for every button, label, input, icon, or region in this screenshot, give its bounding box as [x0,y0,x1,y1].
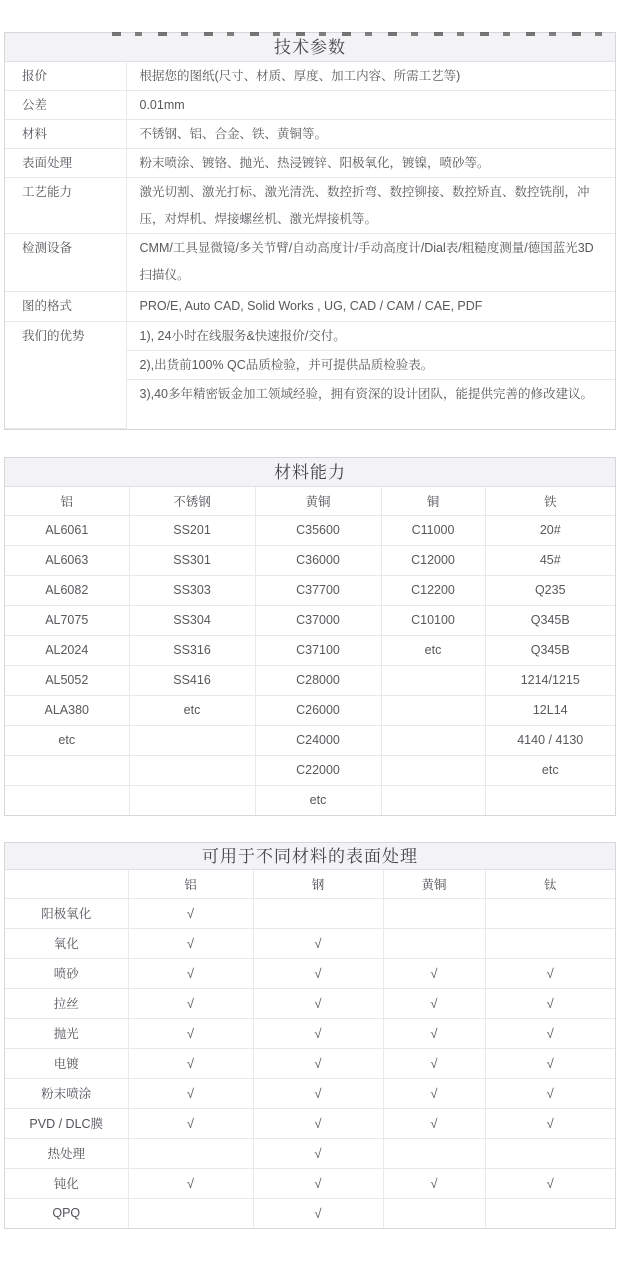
header-cell: 铝 [5,487,129,515]
check-cell: √ [128,958,253,988]
header-row [5,487,615,515]
check-cell: √ [485,1018,615,1048]
material-cell [381,725,485,755]
table-row [5,149,615,178]
check-cell [383,898,485,928]
header-cell [5,870,128,898]
advantage-item: 3),40多年精密钣金加工领域经验，拥有资深的设计团队，能提供完善的修改建议。 [126,380,615,429]
material-cell: C37100 [255,635,381,665]
table-row [5,928,615,958]
check-cell: √ [485,988,615,1018]
treatment-label: 阳极氧化 [5,898,128,928]
material-cell: AL2024 [5,635,129,665]
param-value: 粉末喷涂、镀铬、抛光、热浸镀锌、阳极氧化，镀镍，喷砂等。 [126,149,615,178]
check-cell: √ [485,1108,615,1138]
advantage-item: 2),出货前100% QC品质检验，并可提供品质检验表。 [126,351,615,380]
param-value: 根据您的图纸(尺寸、材质、厚度、加工内容、所需工艺等) [126,62,615,91]
header-row [5,870,615,898]
material-cell: ALA380 [5,695,129,725]
treatment-label: 电镀 [5,1048,128,1078]
check-cell [253,898,383,928]
param-label: 检测设备 [5,234,126,292]
material-cell: C12200 [381,575,485,605]
check-cell [128,1198,253,1228]
material-cell: C26000 [255,695,381,725]
table-row [5,545,615,575]
material-cell: AL6082 [5,575,129,605]
table-row [5,1078,615,1108]
material-cell: 1214/1215 [485,665,615,695]
param-label: 表面处理 [5,149,126,178]
material-cell: 4140 / 4130 [485,725,615,755]
material-cell: C37000 [255,605,381,635]
check-cell [383,1138,485,1168]
check-cell [128,1138,253,1168]
check-cell: √ [383,1108,485,1138]
material-cell: C11000 [381,515,485,545]
check-cell: √ [253,1078,383,1108]
check-cell: √ [253,1198,383,1228]
check-cell: √ [128,1018,253,1048]
material-cell: SS201 [129,515,255,545]
table-row [5,62,615,91]
check-cell: √ [128,1078,253,1108]
material-cell: AL7075 [5,605,129,635]
material-cell [129,725,255,755]
table-row [5,234,615,292]
material-cell [381,755,485,785]
material-cell: SS316 [129,635,255,665]
material-cell [5,785,129,815]
table-row [5,1048,615,1078]
material-cell [381,665,485,695]
param-value: CMM/工具显微镜/多关节臂/自动高度计/手动高度计/Dial表/粗糙度测量/德国蓝光3D扫描仪。 [126,234,615,292]
check-cell: √ [383,1168,485,1198]
param-label: 我们的优势 [5,322,126,429]
check-cell [485,1138,615,1168]
check-cell [485,928,615,958]
check-cell: √ [485,1078,615,1108]
treatment-label: 喷砂 [5,958,128,988]
material-cell: C12000 [381,545,485,575]
header-cell: 铁 [485,487,615,515]
tech-params-table [5,62,615,429]
material-cell: Q345B [485,635,615,665]
table-row [5,515,615,545]
material-cell: etc [381,635,485,665]
check-cell [485,898,615,928]
treatment-label: 氧化 [5,928,128,958]
header-cell: 黄铜 [383,870,485,898]
table-row [5,178,615,234]
table-row [5,725,615,755]
check-cell: √ [485,1048,615,1078]
table-row [5,322,615,351]
table-row [5,605,615,635]
material-cell: etc [255,785,381,815]
material-cell: Q345B [485,605,615,635]
tech-params-card [4,32,616,430]
advantage-item: 1), 24小时在线服务&快速报价/交付。 [126,322,615,351]
material-capability-card [4,457,616,816]
material-cell [381,785,485,815]
check-cell: √ [253,1048,383,1078]
material-cell: etc [485,755,615,785]
treatment-label: 拉丝 [5,988,128,1018]
param-label: 图的格式 [5,292,126,322]
table-row [5,1198,615,1228]
param-value: 激光切割、激光打标、激光清洗、数控折弯、数控铆接、数控矫直、数控铣削，冲压，对焊机、焊接螺丝机、激光焊接机等。 [126,178,615,234]
treatment-label: 钝化 [5,1168,128,1198]
check-cell [383,928,485,958]
table-row [5,695,615,725]
material-cell: C28000 [255,665,381,695]
header-cell: 铝 [128,870,253,898]
check-cell [383,1198,485,1228]
table-row [5,635,615,665]
check-cell: √ [383,1078,485,1108]
material-cell: AL6063 [5,545,129,575]
table-row [5,292,615,322]
check-cell: √ [383,1018,485,1048]
material-cell: SS301 [129,545,255,575]
param-label: 公差 [5,91,126,120]
table-row [5,575,615,605]
param-label: 报价 [5,62,126,91]
check-cell: √ [253,988,383,1018]
table-row [5,665,615,695]
table-row [5,91,615,120]
material-cell: 20# [485,515,615,545]
table-row [5,1138,615,1168]
material-capability-table [5,487,615,815]
check-cell: √ [485,1168,615,1198]
table-row [5,785,615,815]
param-value: 0.01mm [126,91,615,120]
table-row [5,958,615,988]
check-cell: √ [383,958,485,988]
check-cell: √ [253,1108,383,1138]
param-label: 材料 [5,120,126,149]
material-cell [485,785,615,815]
table-row [5,898,615,928]
material-cell: SS416 [129,665,255,695]
material-cell: C24000 [255,725,381,755]
header-cell: 黄铜 [255,487,381,515]
table-row [5,120,615,149]
table-row [5,988,615,1018]
check-cell: √ [128,1108,253,1138]
surface-treatment-table [5,870,615,1228]
check-cell: √ [128,1048,253,1078]
material-cell: C35600 [255,515,381,545]
check-cell: √ [253,928,383,958]
check-cell: √ [383,988,485,1018]
table-row [5,1018,615,1048]
material-cell: Q235 [485,575,615,605]
header-cell: 钛 [485,870,615,898]
header-cell: 不锈钢 [129,487,255,515]
param-value: 不锈钢、铝、合金、铁、黄铜等。 [126,120,615,149]
param-label: 工艺能力 [5,178,126,234]
material-cell: C22000 [255,755,381,785]
material-cell: etc [129,695,255,725]
check-cell: √ [253,958,383,988]
table-row [5,755,615,785]
treatment-label: 粉末喷涂 [5,1078,128,1108]
tech-params-title: 技术参数 [5,33,615,62]
check-cell: √ [253,1018,383,1048]
check-cell: √ [253,1168,383,1198]
cropped-text-remnant [112,32,616,36]
material-cell [5,755,129,785]
table-row [5,1108,615,1138]
material-cell: etc [5,725,129,755]
check-cell: √ [128,988,253,1018]
surface-treatment-card [4,842,616,1229]
check-cell: √ [128,898,253,928]
check-cell: √ [485,958,615,988]
material-cell: C10100 [381,605,485,635]
check-cell: √ [253,1138,383,1168]
header-cell: 铜 [381,487,485,515]
check-cell: √ [128,928,253,958]
material-cell: 12L14 [485,695,615,725]
material-cell: C37700 [255,575,381,605]
material-cell: SS303 [129,575,255,605]
material-cell [381,695,485,725]
material-cell: AL6061 [5,515,129,545]
table-row [5,1168,615,1198]
material-cell: C36000 [255,545,381,575]
surface-treatment-title: 可用于不同材料的表面处理 [5,843,615,870]
treatment-label: PVD / DLC膜 [5,1108,128,1138]
header-cell: 钢 [253,870,383,898]
material-cell: AL5052 [5,665,129,695]
check-cell: √ [128,1168,253,1198]
treatment-label: 抛光 [5,1018,128,1048]
material-cell: 45# [485,545,615,575]
check-cell [485,1198,615,1228]
material-cell: SS304 [129,605,255,635]
param-value: PRO/E, Auto CAD, Solid Works , UG, CAD / CAM / CAE, PDF [126,292,615,322]
treatment-label: 热处理 [5,1138,128,1168]
check-cell: √ [383,1048,485,1078]
material-capability-title: 材料能力 [5,458,615,487]
material-cell [129,755,255,785]
material-cell [129,785,255,815]
treatment-label: QPQ [5,1198,128,1228]
